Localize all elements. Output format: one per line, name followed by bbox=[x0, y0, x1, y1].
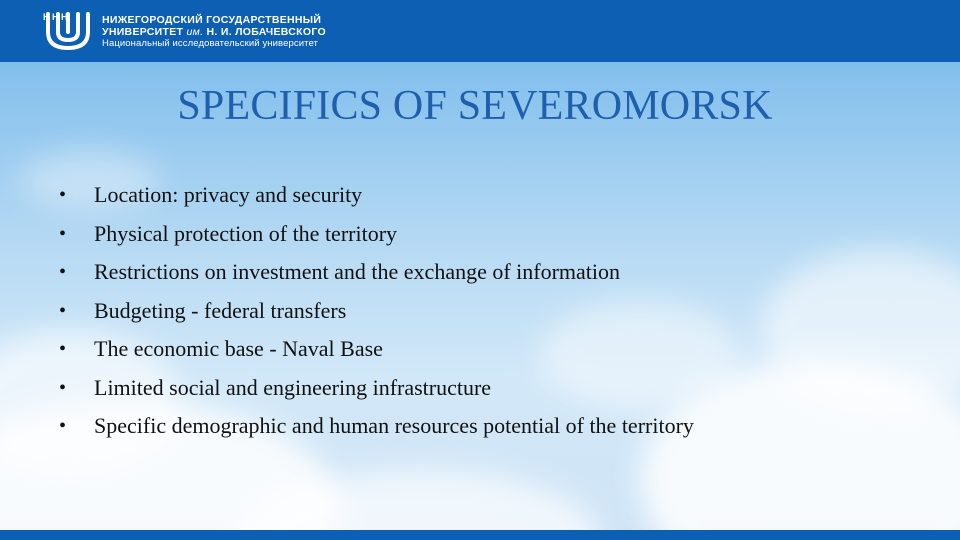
university-name-line1: НИЖЕГОРОДСКИЙ ГОСУДАРСТВЕННЫЙ bbox=[102, 14, 322, 26]
bullet-text: Location: privacy and security bbox=[94, 182, 363, 207]
bullet-list bbox=[58, 176, 694, 446]
svg-text:Н: Н bbox=[43, 12, 50, 22]
university-name-line2-part: Н. И. ЛОБАЧЕВСКОГО bbox=[203, 26, 326, 38]
bullet-text: Limited social and engineering infrastructure bbox=[94, 374, 492, 400]
bullet-dot: • bbox=[59, 376, 67, 399]
footer-bar bbox=[0, 530, 960, 540]
bullet-item bbox=[58, 176, 694, 215]
bullet-item bbox=[58, 292, 694, 331]
bullet-dot: • bbox=[59, 261, 67, 283]
bullet-dot: • bbox=[59, 338, 67, 360]
university-subtitle: Национальный исследовательский университет bbox=[102, 38, 318, 49]
svg-text:Н: Н bbox=[61, 12, 68, 22]
bullet-text: Physical protection of the territory bbox=[94, 220, 398, 246]
bullet-item bbox=[58, 369, 694, 408]
bullet-text: Specific demographic and human resources potential of the territory bbox=[94, 413, 694, 438]
university-name-line2-im: им. bbox=[186, 26, 204, 38]
bullet-dot: • bbox=[59, 184, 67, 206]
bullet-item bbox=[58, 407, 694, 446]
bullet-dot: • bbox=[59, 299, 67, 322]
bullet-text: Restrictions on investment and the exchange of information bbox=[94, 259, 621, 284]
bullet-item bbox=[58, 215, 694, 254]
bullet-item bbox=[58, 330, 694, 369]
bullet-dot: • bbox=[59, 222, 67, 245]
university-name-line2-part: УНИВЕРСИТЕТ bbox=[102, 26, 187, 38]
bullet-item bbox=[58, 253, 694, 292]
bullet-text: Budgeting - federal transfers bbox=[94, 297, 347, 323]
header-bar bbox=[0, 0, 960, 62]
university-name bbox=[102, 14, 326, 50]
university-name-line2 bbox=[102, 26, 326, 38]
svg-text:Н: Н bbox=[52, 12, 59, 22]
bullet-dot: • bbox=[59, 415, 67, 437]
slide-title: SPECIFICS OF SEVEROMORSK bbox=[177, 83, 773, 129]
bullet-text: The economic base - Naval Base bbox=[94, 336, 383, 361]
unn-logo-icon bbox=[42, 10, 94, 52]
